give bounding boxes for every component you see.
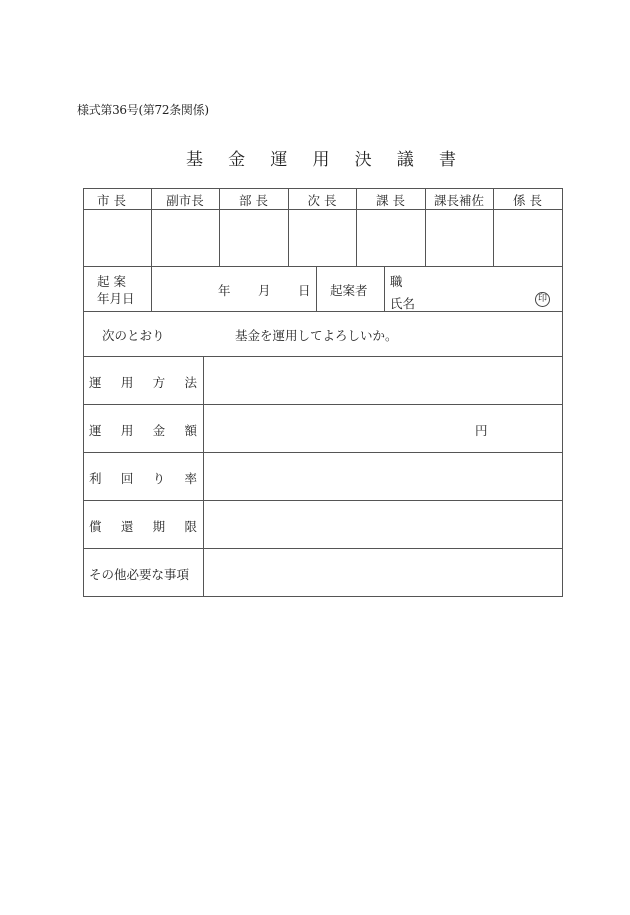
approval-header-section-chief: 課 長 [376,193,405,208]
draft-day-label: 日 [298,283,311,298]
detail-value-method[interactable] [204,357,562,404]
table-border-bottom [83,596,563,597]
detail-label-redemption [89,517,197,535]
drafter-label: 起案者 [330,283,368,298]
title-char: 金 [228,150,246,170]
col-divider [316,266,317,311]
drafter-position-label: 職 [390,274,403,289]
drafter-name-label: 氏名 [390,296,416,311]
label-char: 用 [120,423,134,438]
draft-year-label: 年 [218,283,231,298]
seal-icon: 印 [535,292,550,307]
col-divider [151,266,152,311]
detail-label-amount [89,421,197,439]
label-char: 償 [89,519,102,534]
table-border-right [562,188,563,597]
approval-seal-box-director[interactable] [220,210,288,266]
title-char: 基 [186,150,203,170]
title-char: 議 [396,150,414,170]
label-char: 限 [184,519,197,534]
draft-date-label-line1: 起 案 [97,274,126,289]
approval-seal-box-section-chief[interactable] [357,210,425,266]
title-char: 用 [312,150,330,170]
detail-value-other[interactable] [204,549,562,596]
label-char: 利 [89,471,102,486]
approval-seal-box-mayor[interactable] [84,210,151,266]
label-char: 方 [152,375,166,390]
approval-header-deputy-mayor: 副市長 [166,193,204,208]
approval-header-director: 部 長 [239,193,268,208]
detail-value-yield[interactable] [204,453,562,500]
label-char: 率 [184,471,197,486]
detail-label-other: その他必要な事項 [89,567,190,582]
label-char: 法 [184,375,197,390]
header-label: 市 長 [97,193,126,208]
label-char: 運 [89,375,102,390]
document-title [186,145,456,170]
row-divider [83,266,563,267]
approval-seal-box-subsection-chief[interactable] [494,210,562,266]
detail-value-amount[interactable] [204,405,562,452]
label-char: 運 [89,423,102,438]
detail-label-method [89,373,197,391]
table-border-top [83,188,563,189]
detail-value-redemption[interactable] [204,501,562,548]
label-char: 回 [120,471,134,486]
title-char: 運 [270,150,288,170]
label-char: 還 [120,519,134,534]
detail-label-yield [89,469,197,487]
label-char: 額 [184,423,197,438]
form-number: 様式第36号(第72条関係) [77,103,209,117]
label-char: 期 [152,519,166,534]
col-divider [384,266,385,311]
statement-prefix: 次のとおり [102,328,165,343]
approval-header-assistant-chief: 課長補佐 [433,193,484,208]
title-char: 書 [438,150,456,170]
amount-unit-label: 円 [475,423,488,438]
approval-seal-box-deputy-director[interactable] [289,210,356,266]
draft-date-label-line2: 年月日 [97,291,135,306]
approval-seal-box-assistant-chief[interactable] [426,210,493,266]
label-char: 金 [152,423,166,438]
approval-header-mayor [97,191,137,209]
draft-month-label: 月 [258,283,271,298]
label-char: 用 [120,375,134,390]
approval-header-deputy-director: 次 長 [307,193,337,208]
statement-text: 基金を運用してよろしいか。 [235,328,398,343]
row-divider [83,311,563,312]
approval-header-subsection-chief: 係 長 [513,193,542,208]
label-char: り [152,471,166,486]
title-char: 決 [354,150,372,170]
approval-seal-box-deputy-mayor[interactable] [152,210,219,266]
